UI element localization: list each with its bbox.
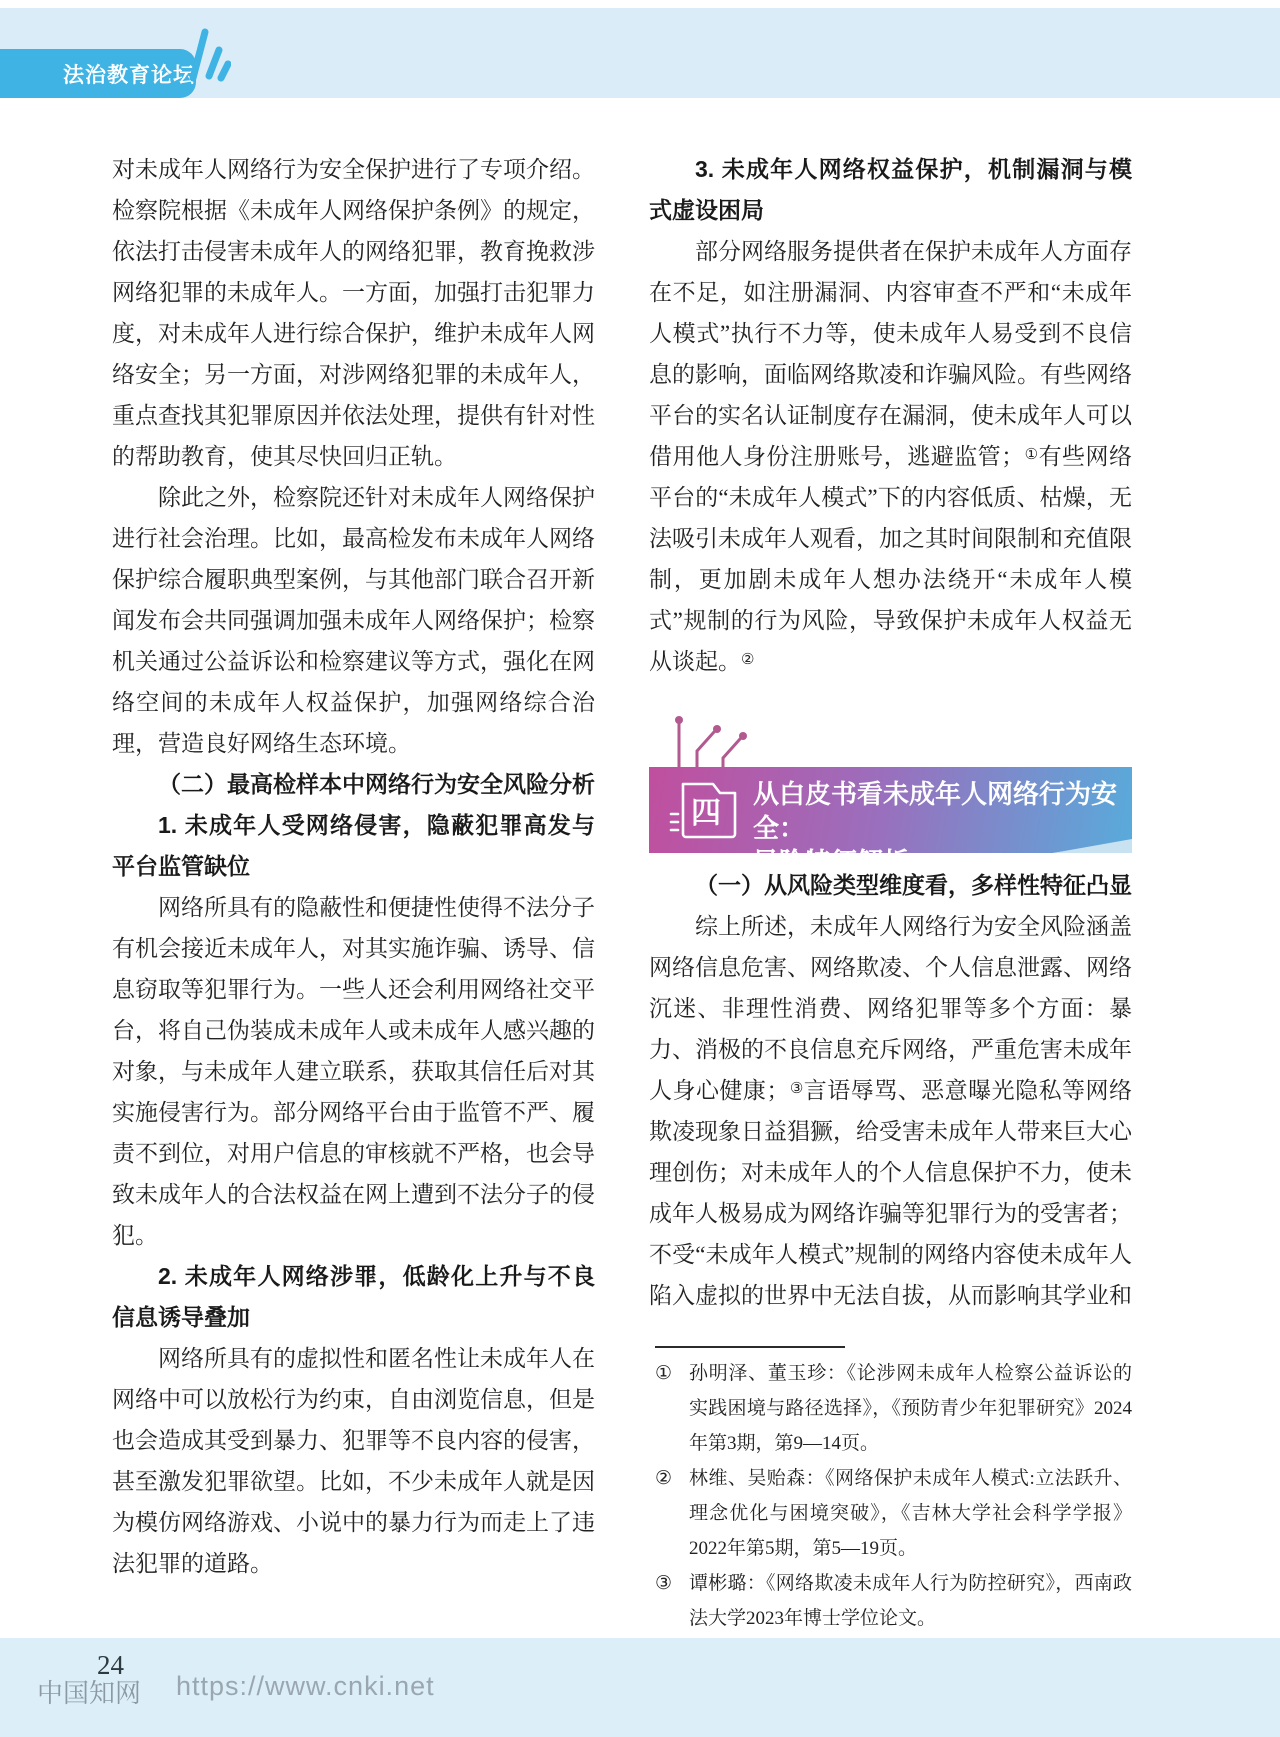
- footnote: [649, 1461, 1132, 1566]
- subheading-2-3: 3. 未成年人网络权益保护，机制漏洞与模式虚设困局: [649, 156, 1132, 223]
- forum-badge-label: 法治教育论坛: [63, 63, 195, 87]
- section-banner: [649, 767, 1132, 877]
- paragraph: 网络所具有的虚拟性和匿名性让未成年人在网络中可以放松行为约束，自由浏览信息，但是也会造成其受到暴力、犯罪等不良内容的侵害，甚至激发犯罪欲望。比如，不少未成年人就是因为模仿网络游戏、小说中的暴力行为而走上了违法犯罪的道路。: [112, 1346, 595, 1576]
- paragraph-text: 综上所述，未成年人网络行为安全风险涵盖网络信息危害、网络欺凌、个人信息泄露、网络沉迷、非理性消费、网络犯罪等多个方面：暴力、消极的不良信息充斥网络，严重危害未成年人身心健康；: [649, 914, 1132, 1103]
- footnote-number: ①: [655, 1363, 673, 1384]
- footnote-marker-2: ②: [741, 652, 755, 668]
- splash-icon: [183, 18, 231, 89]
- footnote-text: 林维、吴贻森：《网络保护未成年人模式:立法跃升、理念优化与困境突破》，《吉林大学社会科学学报》2022年第5期，第5—19页。: [689, 1468, 1132, 1559]
- antenna-icon: [665, 713, 795, 776]
- subheading-2-2: 2. 未成年人网络涉罪，低龄化上升与不良信息诱导叠加: [112, 1263, 595, 1330]
- paragraph: [649, 231, 1132, 682]
- banner-title-line2: 风险特征解析: [753, 847, 910, 877]
- section-banner-title: [753, 777, 1132, 879]
- banner-title-line1: 从白皮书看未成年人网络行为安全：: [753, 779, 1118, 843]
- footnote: [649, 1566, 1132, 1636]
- page-number: 24: [97, 1650, 124, 1680]
- paragraph-text: 有些网络平台的“未成年人模式”下的内容低质、枯燥，无法吸引未成年人观看，加之其时间限制和充值限制，更加剧未成年人想办法绕开“未成年人模式”规制的行为风险，导致保护未成年人权益无从谈起。: [649, 444, 1133, 674]
- left-column: [112, 149, 595, 1584]
- footnote-number: ③: [655, 1573, 673, 1594]
- paragraph-text: 言语辱骂、恶意曝光隐私等网络欺凌现象日益猖獗，给受害未成年人带来巨大心理创伤；对未成年人的个人信息保护不力，使未成年人极易成为网络诈骗等犯罪行为的受害者；不受“未成年人模式”规制的网络内容使未成年人陷入虚拟的世界中无法自拔，从而影响其学业和: [649, 1078, 1133, 1308]
- paragraph: 网络所具有的隐蔽性和便捷性使得不法分子有机会接近未成年人，对其实施诈骗、诱导、信息窃取等犯罪行为。一些人还会利用网络社交平台，将自己伪装成未成年人或未成年人感兴趣的对象，与未成年人建立联系，获取其信任后对其实施侵害行为。部分网络平台由于监管不严、履责不到位，对用户信息的审核就不严格，也会导致未成年人的合法权益在网上遭到不法分子的侵犯。: [112, 895, 595, 1248]
- section-number: 四: [691, 797, 721, 830]
- subheading-2-1: 1. 未成年人受网络侵害，隐蔽犯罪高发与平台监管缺位: [112, 812, 595, 879]
- section-heading-1: （一）从风险类型维度看，多样性特征凸显: [695, 872, 1132, 898]
- paragraph: 对未成年人网络行为安全保护进行了专项介绍。检察院根据《未成年人网络保护条例》的规定，依法打击侵害未成年人的网络犯罪，教育挽救涉网络犯罪的未成年人。一方面，加强打击犯罪力度，对未成年人进行综合保护，维护未成年人网络安全；另一方面，对涉网络犯罪的未成年人，重点查找其犯罪原因并依法处理，提供有针对性的帮助教育，使其尽快回归正轨。: [112, 157, 595, 469]
- footnote-marker-3: ③: [789, 1081, 804, 1097]
- paragraph: 除此之外，检察院还针对未成年人网络保护进行社会治理。比如，最高检发布未成年人网络保护综合履职典型案例，与其他部门联合召开新闻发布会共同强调加强未成年人网络保护；检察机关通过公益诉讼和检察建议等方式，强化在网络空间的未成年人权益保护，加强网络综合治理，营造良好网络生态环境。: [112, 485, 595, 756]
- forum-badge: [0, 49, 196, 98]
- site-url[interactable]: https://www.cnki.net: [176, 1671, 435, 1701]
- footnote-divider: [655, 1346, 845, 1348]
- site-watermark: 中国知网: [37, 1678, 142, 1708]
- footnote-text: 孙明泽、董玉珍：《论涉网未成年人检察公益诉讼的实践困境与路径选择》，《预防青少年犯罪研究》2024年第3期，第9—14页。: [689, 1363, 1132, 1454]
- footnote-text: 谭彬璐：《网络欺凌未成年人行为防控研究》，西南政法大学2023年博士学位论文。: [689, 1573, 1132, 1629]
- paragraph: [649, 906, 1132, 1316]
- footnote-marker-1: ①: [1024, 447, 1039, 463]
- section-heading-2: （二）最高检样本中网络行为安全风险分析: [158, 771, 595, 797]
- footnote: [649, 1356, 1132, 1461]
- footnote-number: ②: [655, 1468, 673, 1489]
- right-column: [649, 149, 1132, 1636]
- paragraph-text: 部分网络服务提供者在保护未成年人方面存在不足，如注册漏洞、内容审查不严和“未成年人模式”执行不力等，使未成年人易受到不良信息的影响，面临网络欺凌和诈骗风险。有些网络平台的实名认证制度存在漏洞，使未成年人可以借用他人身份注册账号，逃避监管；: [649, 239, 1132, 469]
